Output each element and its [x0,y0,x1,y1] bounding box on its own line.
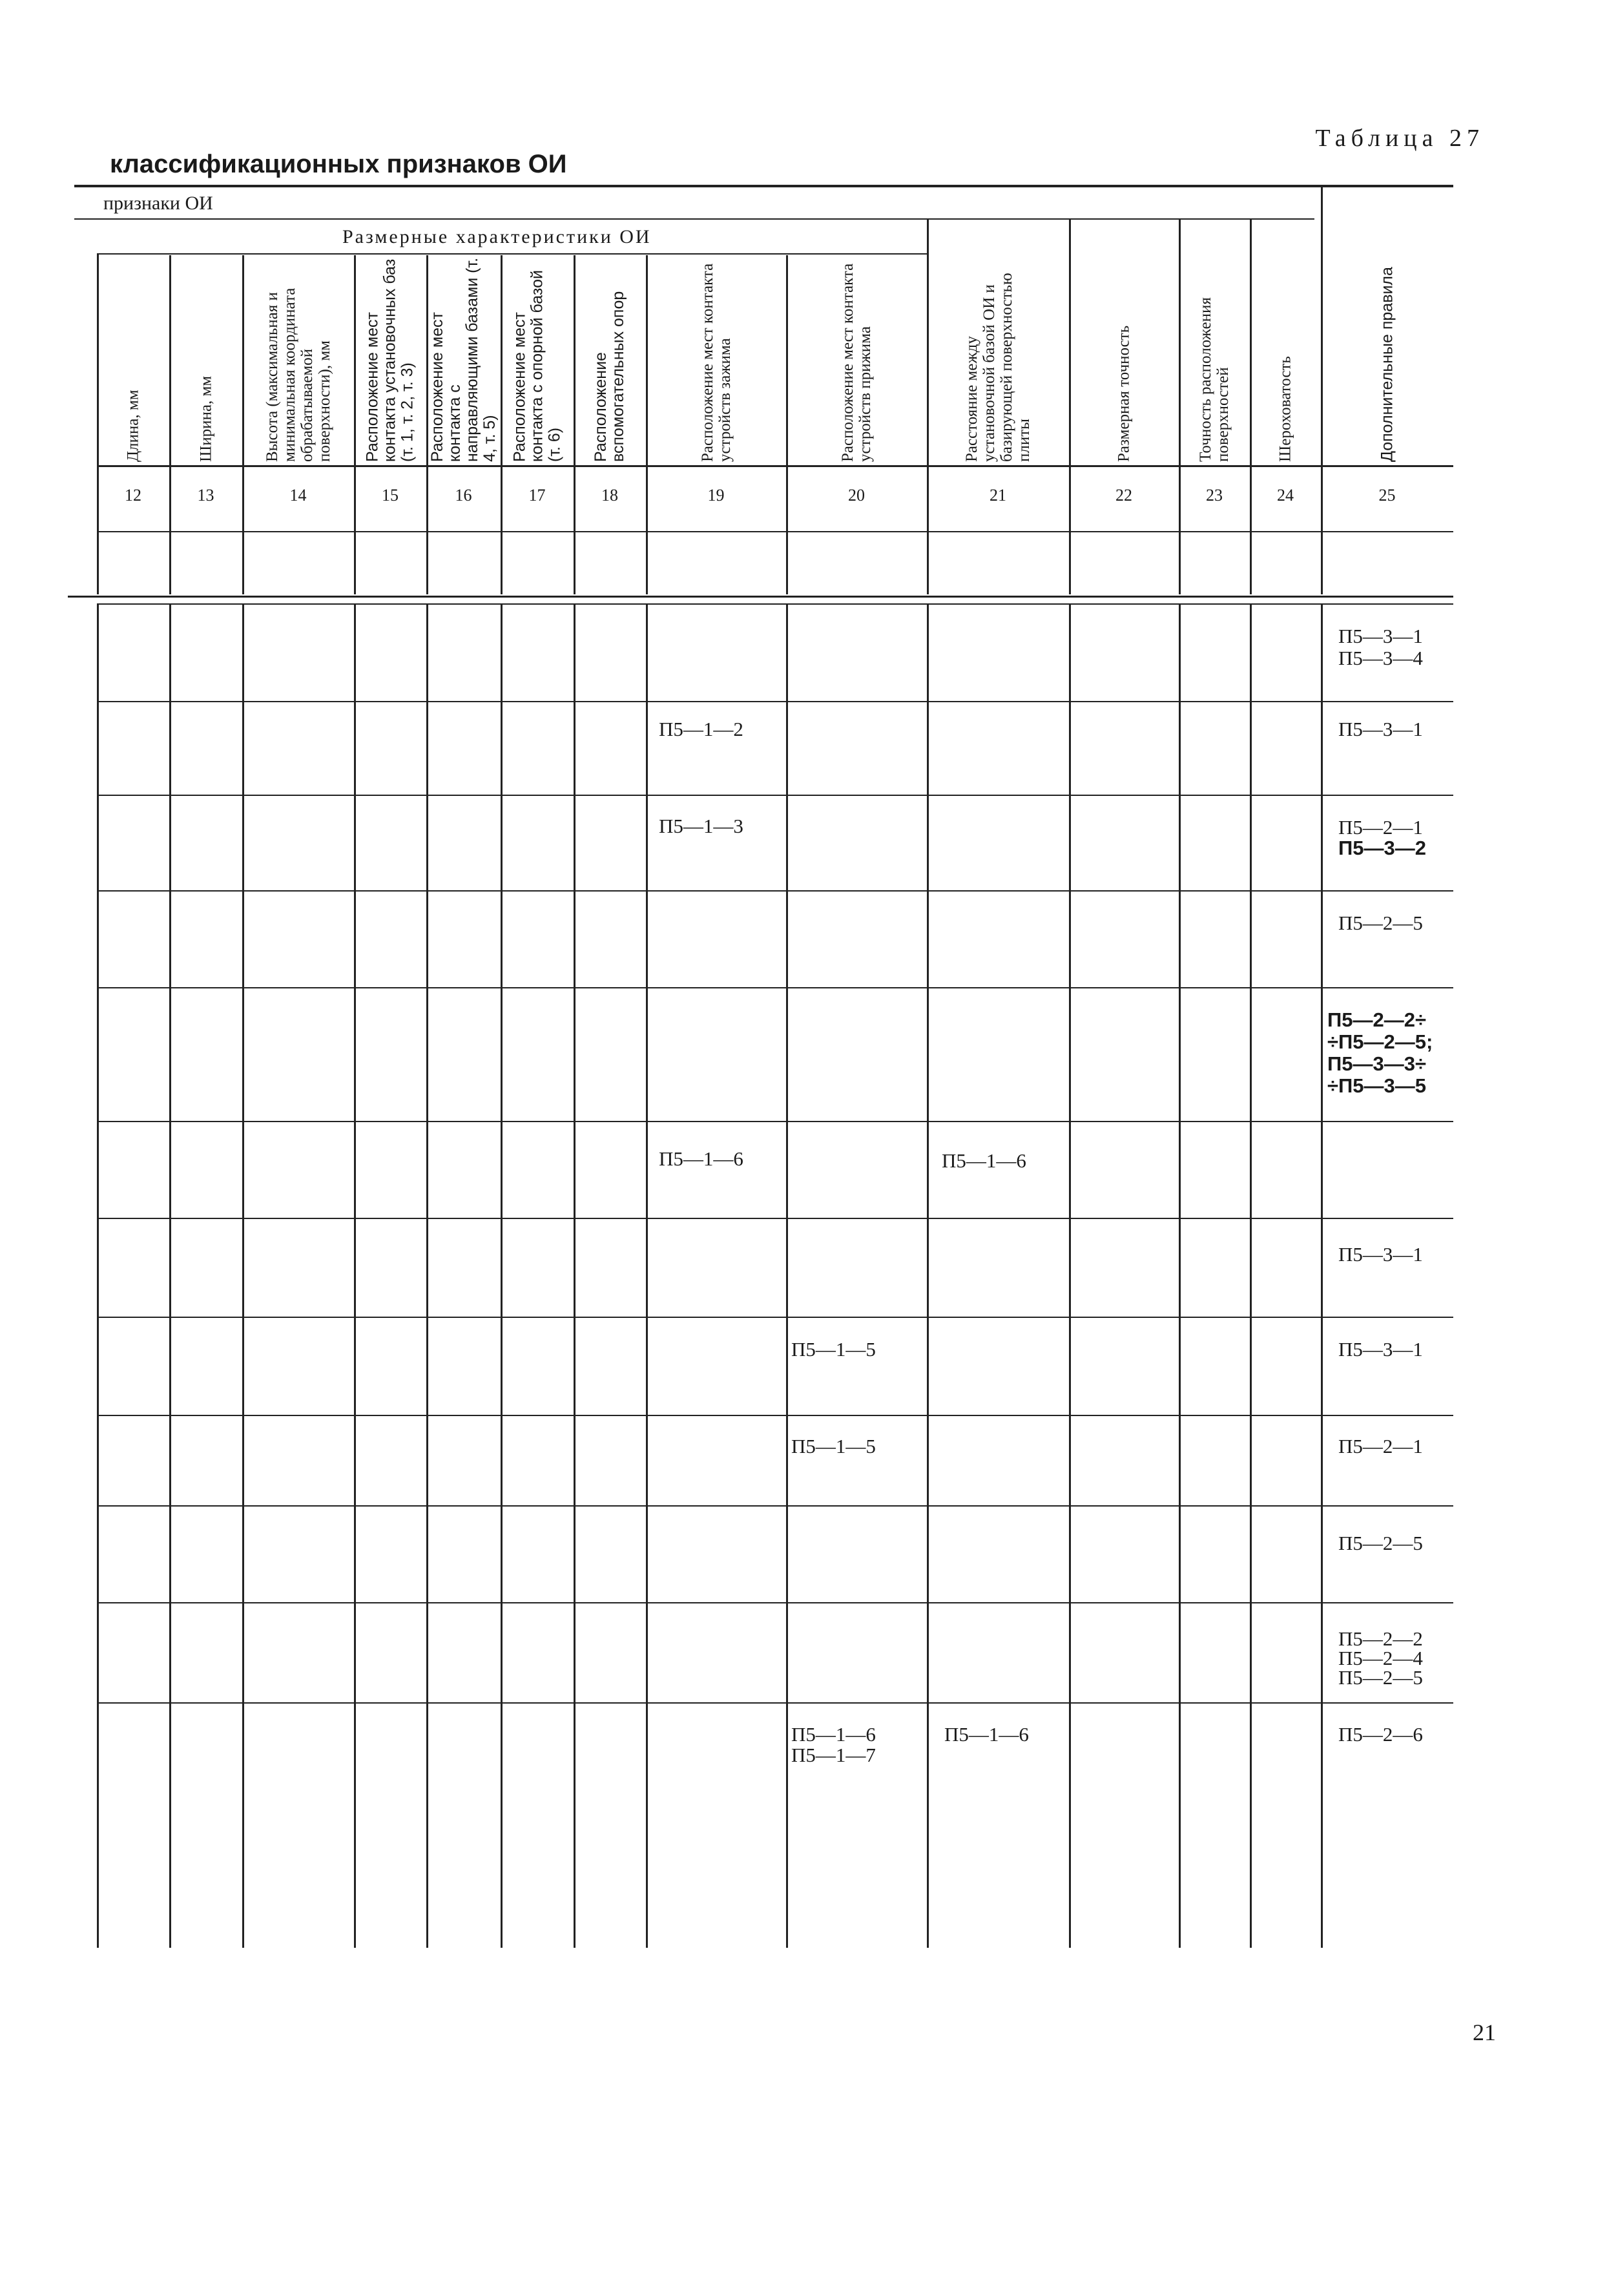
table-break-rule [68,596,1453,598]
row12-col20-line1: П5—1—6 [791,1723,876,1746]
col-number: 25 [1378,486,1396,505]
row8-col20: П5—1—5 [791,1338,876,1361]
row4-col25-line1: П5—2—5 [1338,912,1423,934]
row7-col25-line1: П5—3—1 [1338,1243,1423,1266]
row2-col19: П5—1—2 [659,718,743,740]
row-separator [97,987,1453,988]
col-number: 12 [125,486,141,505]
body-column-separator [97,605,99,1948]
row3-col19: П5—1—3 [659,815,743,837]
row-separator [97,795,1453,796]
row-separator [97,890,1453,892]
body-column-separator [786,605,788,1948]
row11-col25-line3: П5—2—5 [1338,1666,1423,1689]
body-column-separator [574,605,575,1948]
row3-col25-line2: П5—3—2 [1338,837,1427,859]
body-column-separator [1069,605,1071,1948]
col-header-width: Ширина, мм [197,375,214,462]
col-header-distance: Расстояние между установочной базой ОИ и базирующей поверхностью плиты [963,273,1033,462]
row6-col19: П5—1—6 [659,1147,743,1170]
col-number: 16 [455,486,472,505]
body-column-separator [1321,605,1323,1948]
document-title: классификационных признаков ОИ [110,150,567,178]
row3-col25-line1: П5—2—1 [1338,816,1423,839]
group-header: Размерные характеристики ОИ [342,226,652,247]
col-number: 19 [707,486,725,505]
row11-col25-line2: П5—2—4 [1338,1647,1423,1669]
col-header-position-accuracy: Точность расположения поверхностей [1197,297,1232,462]
col-header-press: Расположение мест контакта устройств прижима [839,263,874,462]
row5-col25-line4: ÷П5—3—5 [1327,1074,1427,1097]
row6-col21: П5—1—6 [942,1149,1026,1172]
body-column-separator [169,605,171,1948]
col-number: 17 [528,486,546,505]
col-number: 13 [197,486,214,505]
col-header-roughness: Шероховатость [1276,356,1294,462]
col-header-height: Высота (максимальная и минимальная координата обрабатываемой поверхности), мм [263,287,333,462]
col-number: 21 [990,486,1006,505]
subtitle-rule [74,218,1314,220]
row5-col25-line3: П5—3—3÷ [1327,1052,1427,1075]
body-column-separator [354,605,356,1948]
section-subtitle: признаки ОИ [103,193,213,214]
body-column-separator [1179,605,1181,1948]
row-separator [97,1121,1453,1122]
row8-col25-line1: П5—3—1 [1338,1338,1423,1361]
group-rule [97,253,927,255]
body-column-separator [646,605,648,1948]
row-separator [97,1505,1453,1507]
body-column-separator [242,605,244,1948]
col-header-dim-accuracy: Размерная точность [1115,325,1133,462]
row9-col25-line1: П5—2—1 [1338,1435,1423,1457]
col-number: 20 [848,486,865,505]
col-number: 14 [289,486,307,505]
body-column-separator [1250,605,1252,1948]
row12-col21: П5—1—6 [944,1723,1029,1746]
row2-col25-line1: П5—3—1 [1338,718,1423,740]
page-number: 21 [1473,2019,1496,2045]
row-separator [97,1218,1453,1219]
row1-col25-line2: П5—3—4 [1338,647,1423,669]
row5-col25-line1: П5—2—2÷ [1327,1008,1427,1031]
body-column-separator [426,605,428,1948]
col-header-guide-bases: Расположение мест контакта с направляющими базами (т. 4, т. 5) [428,257,499,462]
row-separator [97,1415,1453,1416]
row12-col25-line1: П5—2—6 [1338,1723,1423,1746]
row9-col20: П5—1—5 [791,1435,876,1457]
body-column-separator [501,605,503,1948]
table-label: Таблица 27 [1315,125,1484,152]
col-number: 24 [1277,486,1294,505]
col-header-aux-supports: Расположение вспомогательных опор [592,291,627,462]
body-column-separator [927,605,929,1948]
row-separator [97,1602,1453,1603]
row11-col25-line1: П5—2—2 [1338,1627,1423,1650]
col-number: 18 [601,486,618,505]
row1-col25-line1: П5—3—1 [1338,625,1423,647]
row-separator [97,1702,1453,1704]
row10-col25-line1: П5—2—5 [1338,1532,1423,1554]
row-separator [97,701,1453,702]
col-header-length: Длина, мм [124,390,142,462]
col-number: 22 [1115,486,1132,505]
row5-col25-line2: ÷П5—2—5; [1327,1030,1433,1053]
col-header-clamp: Расположение мест контакта устройств зажима [698,263,734,462]
col-number: 23 [1206,486,1223,505]
col-number: 15 [382,486,399,505]
col-header-support-base: Расположение мест контакта с опорной базой (т. 6) [510,270,563,462]
col-header-install-bases: Расположение мест контакта установочных баз (т. 1, т. 2, т. 3) [363,258,417,462]
col-header-extra-rules: Дополнительные правила [1378,267,1396,462]
row12-col20-line2: П5—1—7 [791,1744,876,1766]
title-rule [74,185,1453,187]
row-separator [97,1317,1453,1318]
